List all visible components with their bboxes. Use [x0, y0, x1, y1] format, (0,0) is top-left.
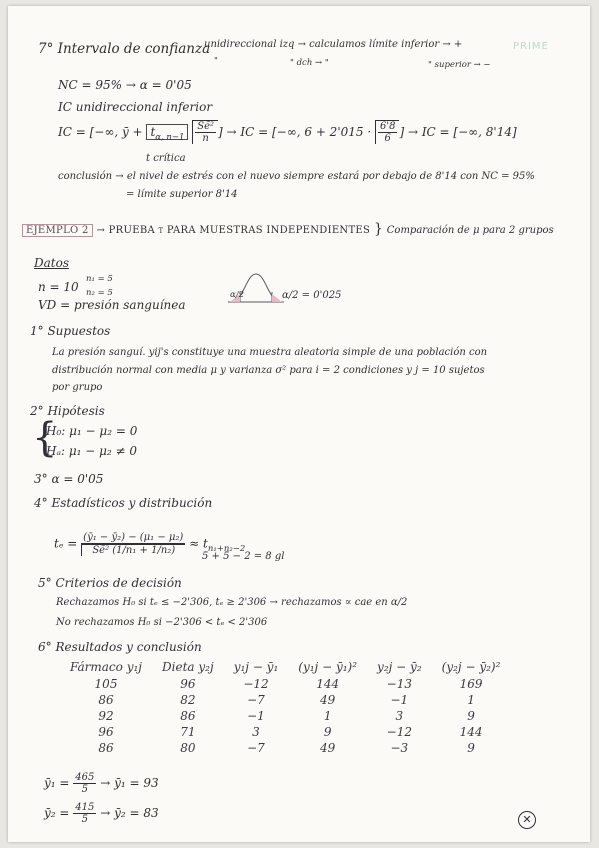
supuestos-line1: La presión sanguí. yij's constituye una muestra aleatoria simple de una población con	[52, 347, 488, 358]
section7-title: 7° Intervalo de confianza	[38, 41, 211, 57]
estadisticos-title: 4° Estadísticos y distribución	[34, 496, 213, 510]
table-row: 86 80 −7 49 −3 9	[98, 741, 475, 755]
table-row: 105 96 −12 144 −13 169	[94, 677, 483, 691]
supuestos-line3: por grupo	[52, 382, 103, 393]
sqrt-68-6: $\frac{6'8}{6}$	[375, 120, 399, 144]
criterios-line2: No rechazamos H₀ si −2'306 < tₑ < 2'306	[56, 617, 268, 628]
conclusion-line2: = límite superior 8'14	[126, 189, 238, 200]
ic-formula-left: IC = [−∞, ȳ +	[58, 125, 147, 139]
section7-superior: " superior → −	[428, 60, 491, 70]
watermark: PRIME	[513, 41, 549, 52]
section7-dch: " dch → "	[290, 58, 329, 68]
criterios-line1: Rechazamos H₀ si tₑ ≤ −2'306, tₑ ≥ 2'306 → rechazamos ∝ cae en α/2	[56, 597, 408, 608]
alpha-line: 3° α = 0'05	[34, 472, 104, 486]
ic-result: ] → IC = [−∞, 8'14]	[399, 125, 517, 139]
t-critica-label: t crítica	[146, 153, 186, 164]
example2-title: → PRUEBA t PARA MUESTRAS INDEPENDIENTES	[96, 225, 371, 236]
alpha-half-left: α/2	[230, 290, 245, 300]
conclusion-line1: conclusión → el nivel de estrés con el nuevo siempre estará por debajo de 8'14 con NC = 95%	[58, 171, 535, 182]
col-header: y₂j − ȳ₂	[377, 660, 422, 674]
datos-vd: VD = presión sanguínea	[38, 298, 186, 312]
resultados-title: 6° Resultados y conclusión	[38, 640, 202, 654]
alpha-half-value: α/2 = 0'025	[282, 290, 342, 301]
ic-arrow: ] → IC = [−∞, 6 + 2'015 ·	[218, 125, 375, 139]
notebook-page	[8, 6, 590, 842]
hipotesis-title: 2° Hipótesis	[30, 404, 105, 418]
ha-line: Hₐ: μ₁ − μ₂ ≠ 0	[46, 444, 138, 458]
table-row: 86 82 −7 49 −1 1	[98, 693, 475, 707]
ic-label: IC unidireccional inferior	[58, 100, 213, 114]
te-fraction: $\frac{\text{(ȳ₁ − ȳ₂) − (μ₁ − μ₂)}}{\text{Sẽ² (1/n₁ + 1/n₂)}}$	[83, 532, 184, 556]
datos-title: Datos	[34, 256, 69, 270]
supuestos-line2: distribución normal con media μ y varianza σ² para i = 2 condiciones y j = 10 sujetos	[52, 365, 485, 376]
sqrt-s2-n: $\frac{\text{Sẽ²}}{n}$	[192, 120, 218, 144]
y1-mean: ȳ₁ = $\frac{465}{5}$ → ȳ₁ = 93	[44, 772, 159, 795]
results-table	[60, 660, 510, 756]
col-header: Dieta y₂j	[162, 660, 214, 674]
datos-n2: n₂ = 5	[86, 288, 113, 298]
table-header-row	[60, 660, 510, 676]
col-header: (y₂j − ȳ₂)²	[441, 660, 501, 674]
ic-formula	[58, 120, 517, 144]
hipotesis-brace: {	[32, 415, 58, 461]
gl-line: 5 + 5 − 2 = 8 gl	[202, 551, 285, 562]
section7-quote: "	[214, 56, 218, 66]
example2-box: EJEMPLO 2	[22, 224, 93, 237]
y2-mean: ȳ₂ = $\frac{415}{5}$ → ȳ₂ = 83	[44, 802, 159, 825]
te-formula: tₑ = $\frac{\text{(ȳ₁ − ȳ₂) − (μ₁ − μ₂)}}{\text{Sẽ² (1/n₁ + 1/n₂)}}$ ≈ $t_{n_1+n_2-2}$	[54, 532, 246, 556]
datos-n: n = 10	[38, 280, 79, 294]
supuestos-title: 1° Supuestos	[30, 324, 111, 338]
table-row: 96 71 3 9 −12 144	[98, 725, 483, 739]
nc-line: NC = 95% → α = 0'05	[58, 78, 192, 92]
example2-header: EJEMPLO 2 → PRUEBA t PARA MUESTRAS INDEPENDIENTES } Comparación de μ para 2 grupos	[22, 222, 554, 238]
example2-comparacion: Comparación de μ para 2 grupos	[386, 225, 554, 236]
h0-line: H₀: μ₁ − μ₂ = 0	[46, 424, 138, 438]
table-row: 92 86 −1 1 3 9	[98, 709, 475, 723]
circled-x-icon: ✕	[518, 811, 536, 829]
datos-n1: n₁ = 5	[86, 274, 113, 284]
criterios-title: 5° Criterios de decisión	[38, 576, 182, 590]
col-header: (y₁j − ȳ₁)²	[298, 660, 358, 674]
t-critical-box: $t_{\alpha, n-1}$	[146, 124, 188, 140]
col-header: y₁j − ȳ₁	[233, 660, 279, 674]
section7-arrow-line: unidireccional izq → calculamos límite inferior → +	[204, 39, 463, 50]
col-header: Fármaco y₁j	[70, 660, 143, 674]
